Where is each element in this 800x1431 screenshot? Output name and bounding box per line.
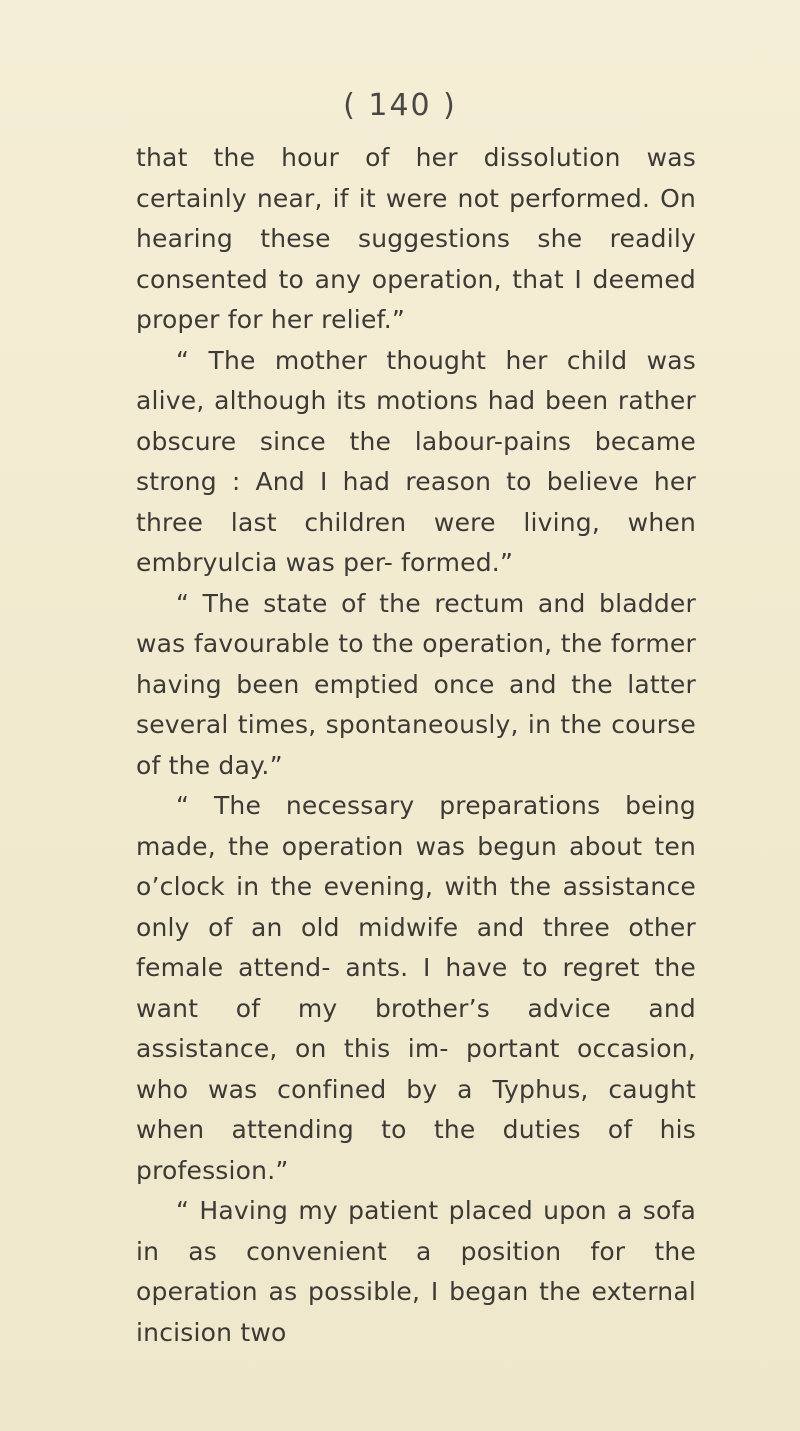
body-text	[136, 138, 696, 1353]
page-number: ( 140 )	[343, 88, 457, 123]
paragraph-preparations: “ The necessary preparations being made, the operation was begun about ten o’clock in the evening, with the assistance only of an old midwife and three other female attend- ants. I have to regret the want of my brother’s advice and assistance, on this im- portant occasion, who was confined by a Typhus, caught when attending to the duties of his profession.”	[136, 791, 696, 1185]
paragraph-rectum-bladder: “ The state of the rectum and bladder was favourable to the operation, the former having been emptied once and the latter several times, spontaneously, in the course of the day.”	[136, 588, 696, 780]
paragraph-continuation: that the hour of her dissolution was certainly near, if it were not performed. On hearing these suggestions she readily consented to any operation, that I deemed proper for her relief.”	[136, 143, 696, 334]
paragraph-mother: “ The mother thought her child was alive, although its motions had been rather obscure since the labour-pains became strong : And I had reason to believe her three last children were living, when embryulcia was per- formed.”	[136, 345, 696, 577]
paragraph-patient-position: “ Having my patient placed upon a sofa in as convenient a position for the operation as possible, I began the external incision two	[136, 1196, 696, 1347]
